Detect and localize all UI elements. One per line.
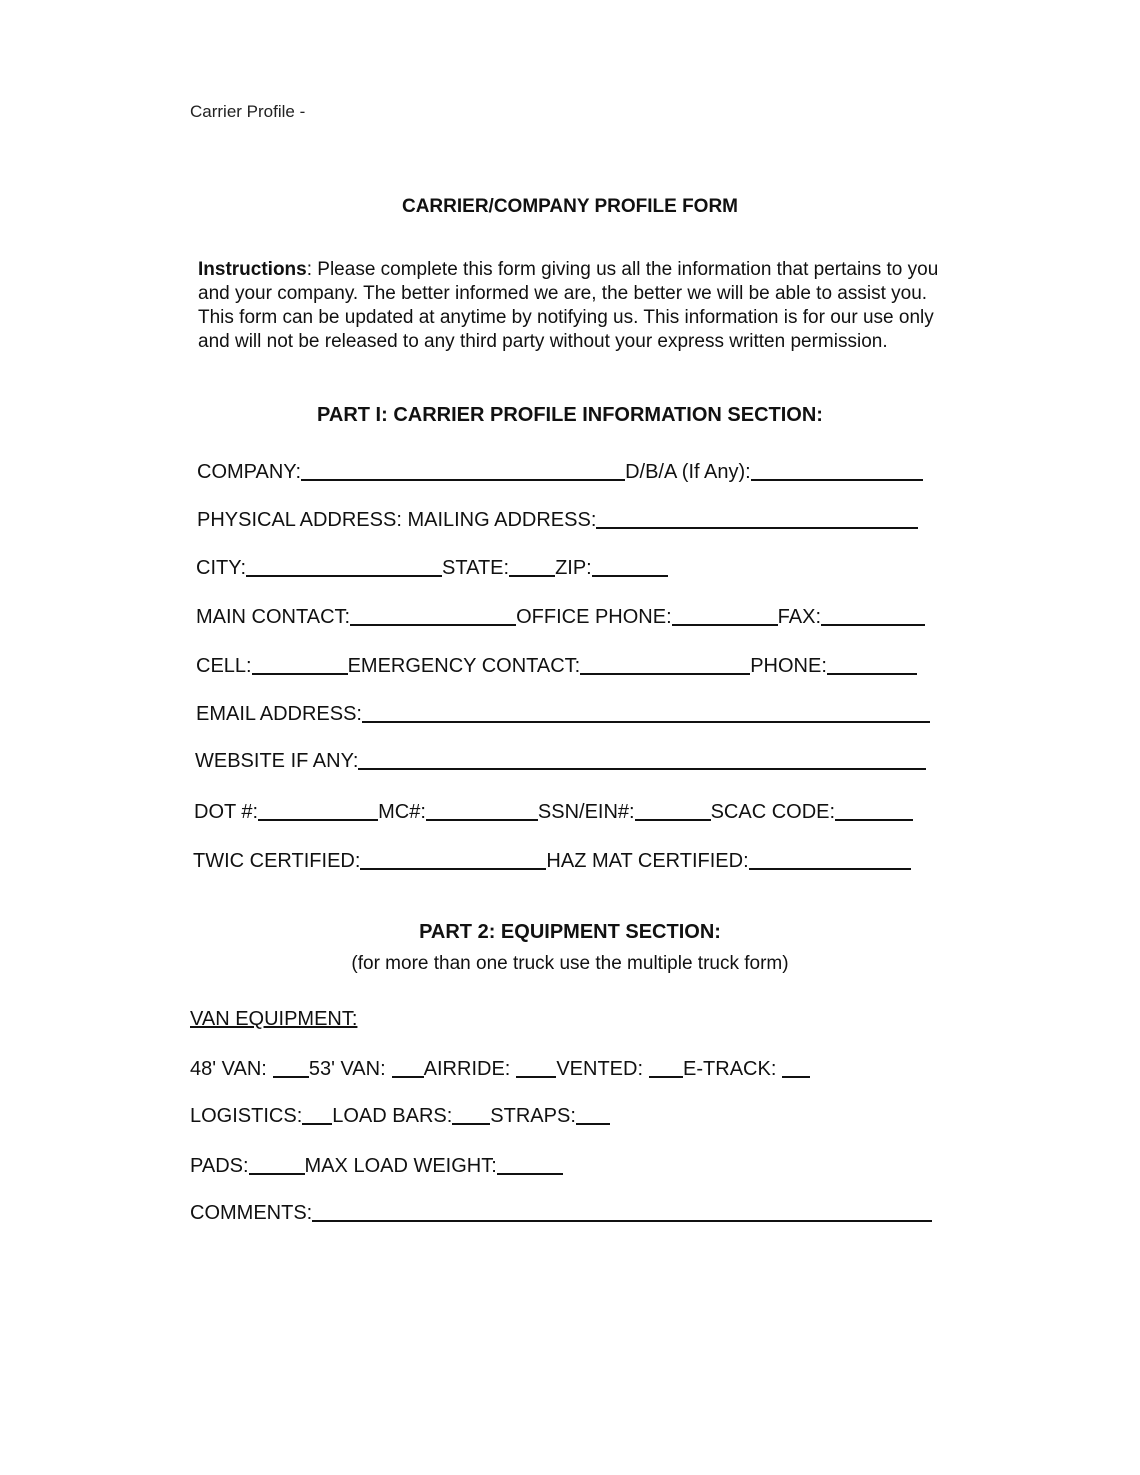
emergency-contact-blank[interactable] [580,673,750,675]
etrack-blank[interactable] [782,1076,810,1078]
emergency-contact-label: EMERGENCY CONTACT: [347,655,581,677]
fax-blank[interactable] [821,624,925,626]
address-blank[interactable] [596,527,918,529]
main-contact-label: MAIN CONTACT: [196,606,351,628]
load-bars-blank[interactable] [452,1123,490,1125]
etrack-label: E-TRACK: [683,1058,777,1080]
row-twic [193,850,911,873]
pads-blank[interactable] [249,1173,305,1175]
dba-label: D/B/A (If Any): [625,461,751,483]
row-address [197,509,918,532]
zip-blank[interactable] [592,575,668,577]
office-phone-label: OFFICE PHONE: [516,606,672,628]
dot-label: DOT #: [194,801,259,823]
instructions-paragraph [198,258,958,354]
header-note: Carrier Profile - [190,102,306,121]
max-load-blank[interactable] [497,1173,563,1175]
van53-blank[interactable] [392,1076,424,1078]
dba-blank[interactable] [751,479,923,481]
main-contact-blank[interactable] [350,624,516,626]
row-van [190,1058,810,1081]
cell-label: CELL: [196,655,252,677]
row-website [195,750,926,773]
straps-blank[interactable] [576,1123,610,1125]
hazmat-label: HAZ MAT CERTIFIED: [546,850,749,872]
van48-blank[interactable] [273,1076,309,1078]
address-label: PHYSICAL ADDRESS: MAILING ADDRESS: [197,509,597,531]
twic-label: TWIC CERTIFIED: [193,850,361,872]
company-blank[interactable] [301,479,625,481]
scac-label: SCAC CODE: [710,801,836,823]
comments-label: COMMENTS: [190,1202,313,1224]
dot-blank[interactable] [258,819,378,821]
airride-label: AIRRIDE: [423,1058,511,1080]
row-email [196,703,930,726]
van48-label: 48' VAN: [190,1058,267,1080]
row-pads [190,1155,563,1178]
van-equipment-heading: VAN EQUIPMENT: [190,1008,358,1030]
straps-label: STRAPS: [490,1105,576,1127]
state-label: STATE: [442,557,510,579]
email-label: EMAIL ADDRESS: [196,703,362,725]
twic-blank[interactable] [360,868,546,870]
airride-blank[interactable] [516,1076,556,1078]
city-blank[interactable] [246,575,442,577]
row-comments [190,1202,932,1225]
phone-label: PHONE: [750,655,827,677]
row-logistics [190,1105,610,1128]
phone-blank[interactable] [827,673,917,675]
email-blank[interactable] [362,721,930,723]
logistics-blank[interactable] [302,1123,332,1125]
comments-blank[interactable] [312,1220,932,1222]
ssn-ein-blank[interactable] [635,819,711,821]
pads-label: PADS: [190,1155,249,1177]
part2-subtitle: (for more than one truck use the multiple truck form) [351,953,789,974]
scac-blank[interactable] [835,819,913,821]
vented-blank[interactable] [649,1076,683,1078]
hazmat-blank[interactable] [749,868,911,870]
row-company [197,461,923,484]
website-label: WEBSITE IF ANY: [195,750,359,772]
max-load-label: MAX LOAD WEIGHT: [304,1155,497,1177]
mc-blank[interactable] [426,819,538,821]
van53-label: 53' VAN: [308,1058,386,1080]
cell-blank[interactable] [252,673,348,675]
form-title: CARRIER/COMPANY PROFILE FORM [401,196,739,217]
instructions-text: : Please complete this form giving us all the information that pertains to you and your company. The better informed we are, the better we will be able to assist you. This form can be updated at anytime by notifying us. This information is for our use only and will not be released to any third party without your express written permission. [198,259,939,352]
part1-title: PART I: CARRIER PROFILE INFORMATION SECTION: [317,404,823,426]
city-label: CITY: [196,557,247,579]
row-dot [194,801,913,824]
row-cell [196,655,917,678]
vented-label: VENTED: [556,1058,644,1080]
row-city [196,557,668,580]
zip-label: ZIP: [555,557,592,579]
row-main-contact [196,606,925,629]
logistics-label: LOGISTICS: [190,1105,303,1127]
fax-label: FAX: [777,606,822,628]
ssn-ein-label: SSN/EIN#: [537,801,635,823]
company-label: COMPANY: [197,461,302,483]
state-blank[interactable] [509,575,555,577]
mc-label: MC#: [378,801,426,823]
part2-title: PART 2: EQUIPMENT SECTION: [419,921,721,943]
office-phone-blank[interactable] [672,624,778,626]
load-bars-label: LOAD BARS: [332,1105,453,1127]
instructions-lead: Instructions [198,259,307,280]
website-blank[interactable] [358,768,926,770]
